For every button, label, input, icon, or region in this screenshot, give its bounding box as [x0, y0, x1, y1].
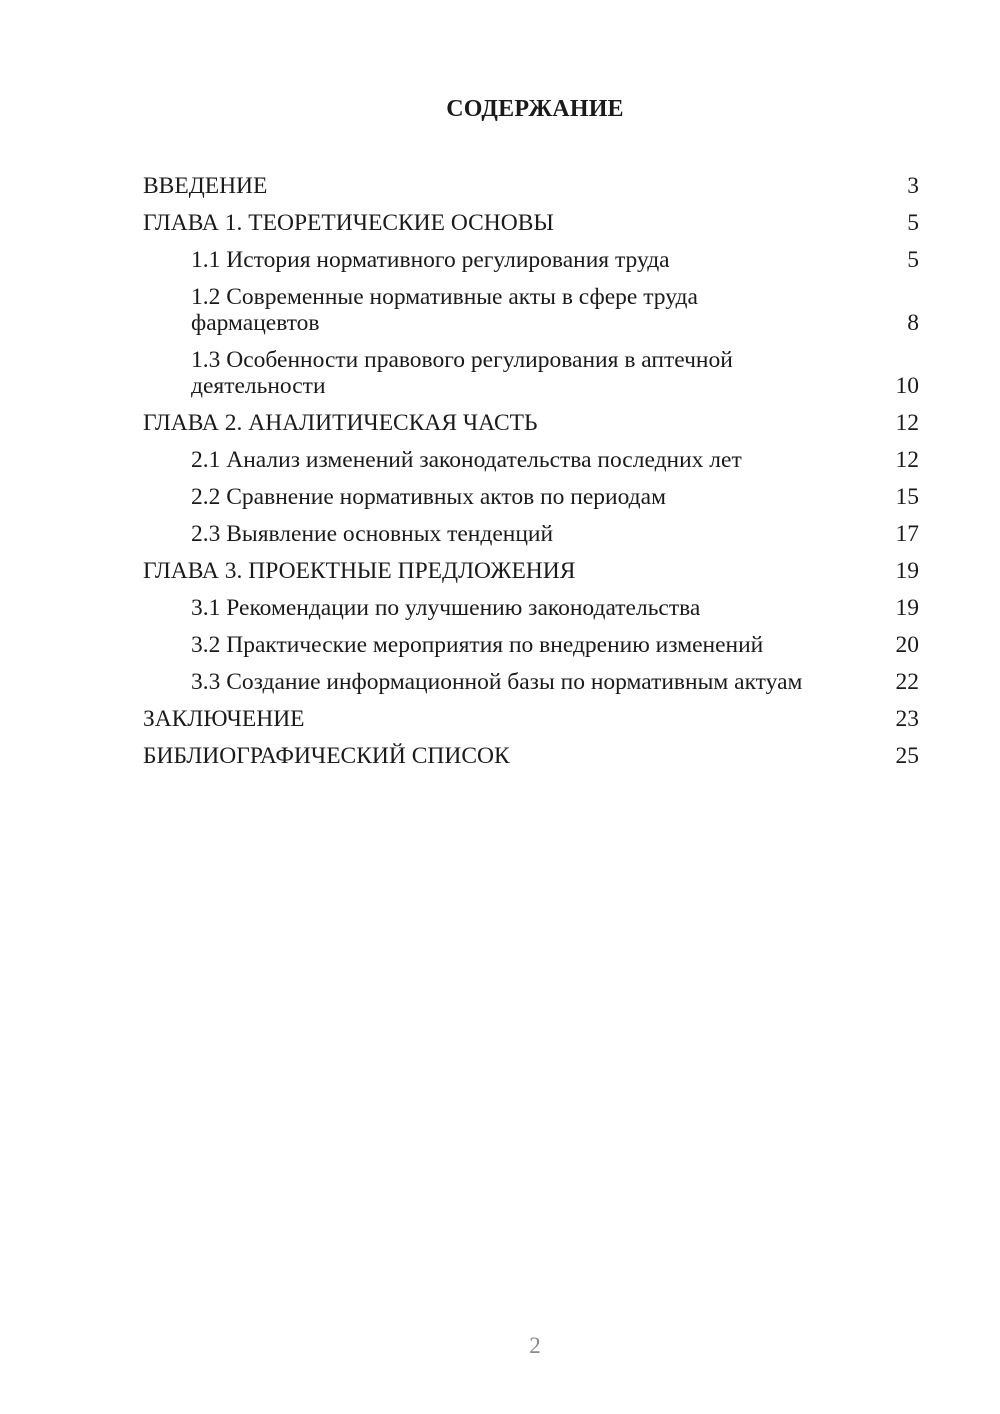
- toc-entry-section-1-3[interactable]: [143, 342, 919, 405]
- toc-entry-text: ВВЕДЕНИЕ: [143, 173, 268, 199]
- page-title: СОДЕРЖАНИЕ: [446, 96, 624, 122]
- toc-entry-text: ЗАКЛЮЧЕНИЕ: [143, 706, 305, 732]
- toc-entry-bibliography[interactable]: [143, 738, 919, 775]
- toc-entry-page: 5: [907, 247, 919, 273]
- toc-entry-page: 12: [895, 410, 919, 436]
- toc-entry-page: 8: [907, 310, 919, 336]
- toc-entry-text: ГЛАВА 1. ТЕОРЕТИЧЕСКИЕ ОСНОВЫ: [143, 210, 554, 236]
- toc-entry-page: 17: [895, 521, 919, 547]
- toc-entry-text: ГЛАВА 3. ПРОЕКТНЫЕ ПРЕДЛОЖЕНИЯ: [143, 558, 576, 584]
- toc-entry-page: 25: [895, 743, 919, 769]
- toc-entry-text: БИБЛИОГРАФИЧЕСКИЙ СПИСОК: [143, 743, 510, 769]
- toc-entry-page: 10: [895, 373, 919, 399]
- toc-entry-text: 3.2 Практические мероприятия по внедрению изменений: [191, 632, 764, 658]
- toc-entry-introduction[interactable]: [143, 168, 919, 205]
- toc-entry-text: 1.3 Особенности правового регулирования в аптечной деятельности: [191, 347, 733, 399]
- toc-entry-page: 3: [907, 173, 919, 199]
- toc-entry-section-1-2[interactable]: [143, 279, 919, 342]
- toc-entry-text: 2.2 Сравнение нормативных актов по периодам: [191, 484, 666, 510]
- toc-entry-page: 22: [895, 669, 919, 695]
- toc-entry-page: 12: [895, 447, 919, 473]
- toc-entry-page: 19: [895, 558, 919, 584]
- table-of-contents: [143, 168, 919, 775]
- toc-entry-text: 1.2 Современные нормативные акты в сфере труда фармацевтов: [191, 284, 698, 336]
- toc-entry-section-3-3[interactable]: [143, 664, 919, 701]
- toc-entry-page: 5: [907, 210, 919, 236]
- toc-entry-page: 23: [895, 706, 919, 732]
- page-number: 2: [529, 1333, 541, 1358]
- toc-entry-text: 2.3 Выявление основных тенденций: [191, 521, 554, 547]
- toc-entry-section-2-1[interactable]: [143, 442, 919, 479]
- toc-entry-text: ГЛАВА 2. АНАЛИТИЧЕСКАЯ ЧАСТЬ: [143, 410, 538, 436]
- toc-entry-page: 19: [895, 595, 919, 621]
- toc-entry-text: 3.3 Создание информационной базы по нормативным актуам: [191, 669, 803, 695]
- toc-entry-chapter-2[interactable]: [143, 405, 919, 442]
- toc-entry-section-1-1[interactable]: [143, 242, 919, 279]
- toc-entry-page: 20: [895, 632, 919, 658]
- toc-entry-chapter-3[interactable]: [143, 553, 919, 590]
- toc-entry-text: 2.1 Анализ изменений законодательства последних лет: [191, 447, 742, 473]
- toc-entry-text: 1.1 История нормативного регулирования труда: [191, 247, 670, 273]
- toc-entry-section-3-1[interactable]: [143, 590, 919, 627]
- toc-entry-chapter-1[interactable]: [143, 205, 919, 242]
- toc-entry-section-3-2[interactable]: [143, 627, 919, 664]
- toc-entry-section-2-3[interactable]: [143, 516, 919, 553]
- toc-entry-text: 3.1 Рекомендации по улучшению законодательства: [191, 595, 701, 621]
- toc-entry-page: 15: [895, 484, 919, 510]
- toc-entry-section-2-2[interactable]: [143, 479, 919, 516]
- toc-entry-conclusion[interactable]: [143, 701, 919, 738]
